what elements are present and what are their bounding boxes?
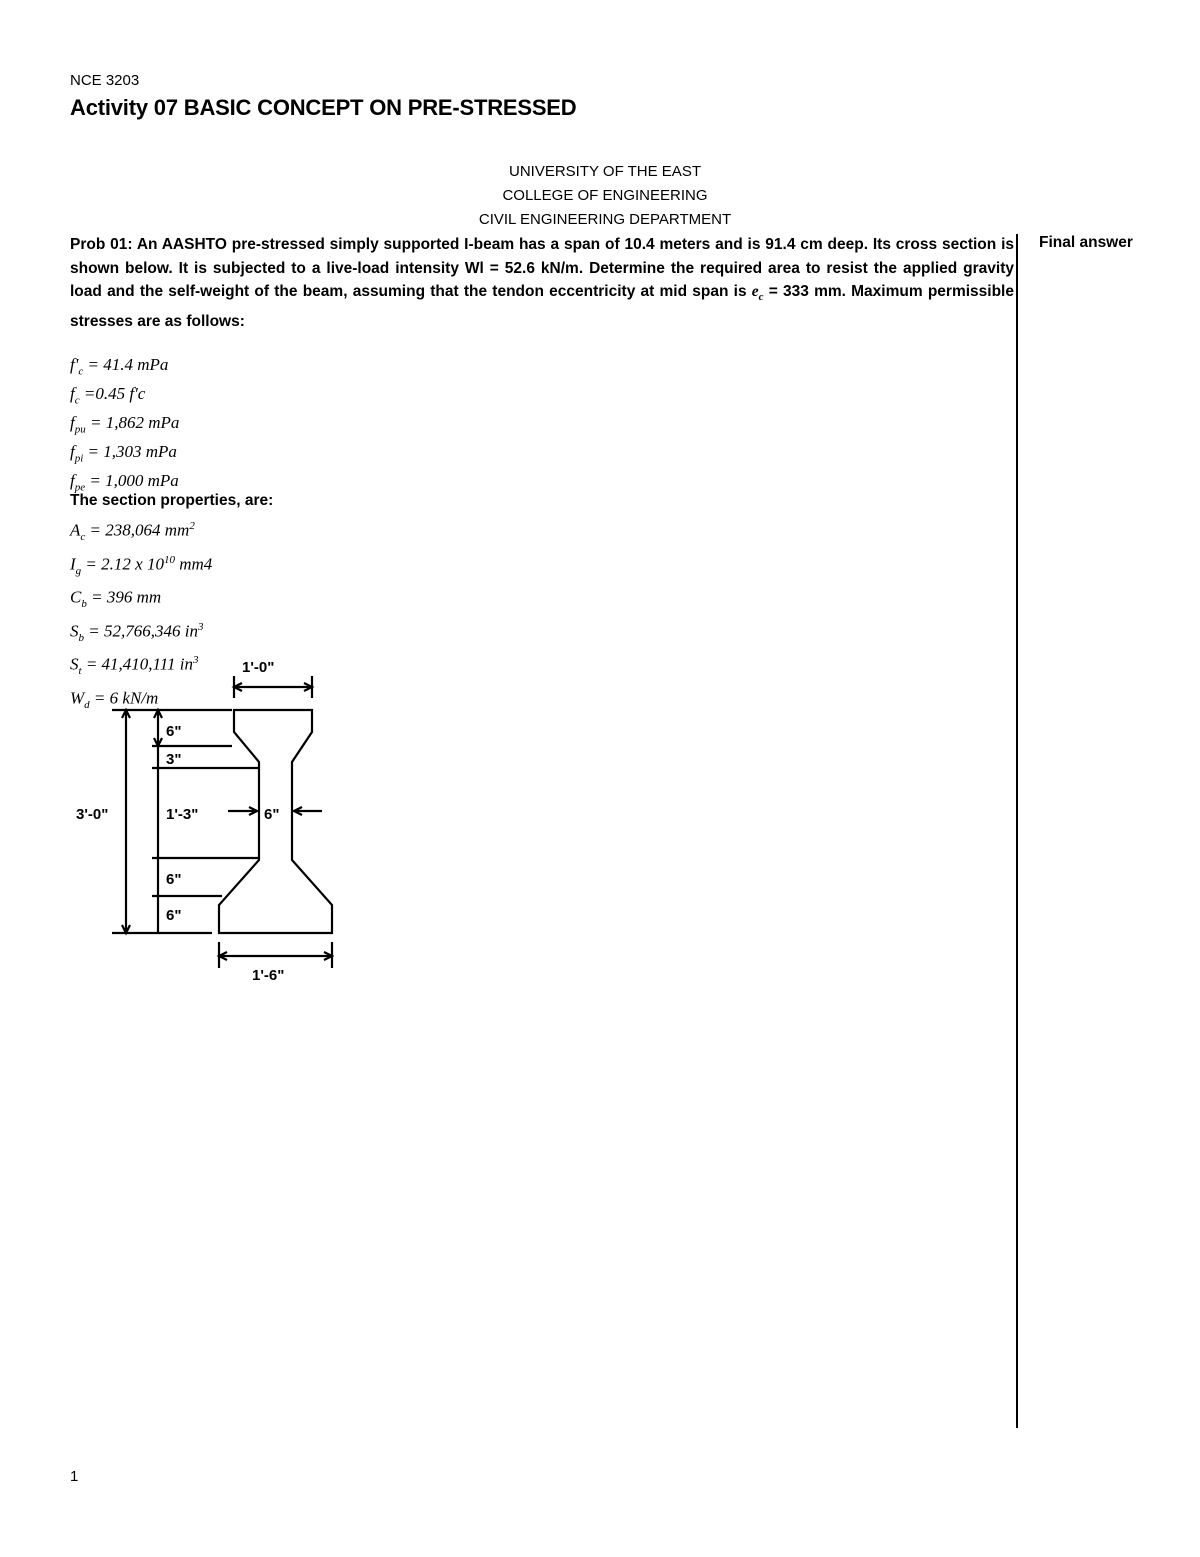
property-item: $S_b = 52,766,346$ $in^3$ [70, 620, 204, 644]
property-item: $A_c = 238,064$ $mm^2$ [70, 520, 195, 544]
dim-seg-1: 6" [166, 723, 182, 740]
institution-college: COLLEGE OF ENGINEERING [502, 187, 708, 204]
stress-item: $f'_c = 41.4$ mPa [70, 355, 169, 378]
problem-statement [70, 233, 1014, 333]
dim-top-width: 1'-0" [242, 659, 275, 676]
property-item: $C_b = 396$ mm [70, 587, 162, 611]
stress-list [70, 354, 179, 498]
dim-seg-5: 6" [166, 907, 182, 924]
problem-text: An AASHTO pre-stressed simply supported I-beam has a span of 10.4 meters and is 91.4 cm deep. Its cross section is shown below. It is subjected to a live-load intensity Wl = 52.6 kN/m. Determine the required area to resist the applied gravity load and the self-weight of the beam, assuming that the tendon eccentricity at mid span is [70, 236, 1015, 300]
column-divider [1016, 234, 1018, 1428]
dim-web: 6" [264, 806, 280, 823]
section-properties-title: The section properties, are: [70, 492, 274, 509]
stress-item: $f_{pe} = 1,000$ mPa [70, 470, 179, 493]
property-item: $I_g = 2.12$ x $10^{10}$ mm4 [70, 553, 213, 577]
course-code: NCE 3203 [70, 72, 140, 89]
eccentricity-value: = 333 mm. Maximum permissible stresses are as follows: [70, 283, 1014, 330]
final-answer-label: Final answer [1039, 234, 1133, 251]
stress-item: $f_c =0.45$ f'c [70, 383, 146, 407]
problem-label: Prob 01: [70, 236, 133, 253]
institution-department: CIVIL ENGINEERING DEPARTMENT [478, 211, 732, 228]
eccentricity-symbol: $e_c$ [751, 283, 764, 304]
dim-seg-4: 6" [166, 871, 182, 888]
property-item: $S_t = 41,410,111$ $in^3$ [70, 654, 199, 678]
i-beam-section-diagram [62, 650, 352, 990]
stress-item: $f_{pi} = 1,303$ mPa [70, 441, 177, 465]
page-title: Activity 07 BASIC CONCEPT ON PRE-STRESSED [70, 95, 577, 120]
dim-bottom-width: 1'-6" [252, 967, 285, 984]
dim-seg-3: 1'-3" [166, 806, 199, 823]
stress-item: $f_{pu} = 1,862$ mPa [70, 412, 180, 436]
dim-seg-2: 3" [166, 751, 182, 768]
institution-university: UNIVERSITY OF THE EAST [509, 163, 701, 180]
property-item: $W_d = 6$ kN/m [70, 688, 159, 711]
page-number: 1 [70, 1468, 79, 1485]
dim-total-height: 3'-0" [76, 806, 109, 823]
